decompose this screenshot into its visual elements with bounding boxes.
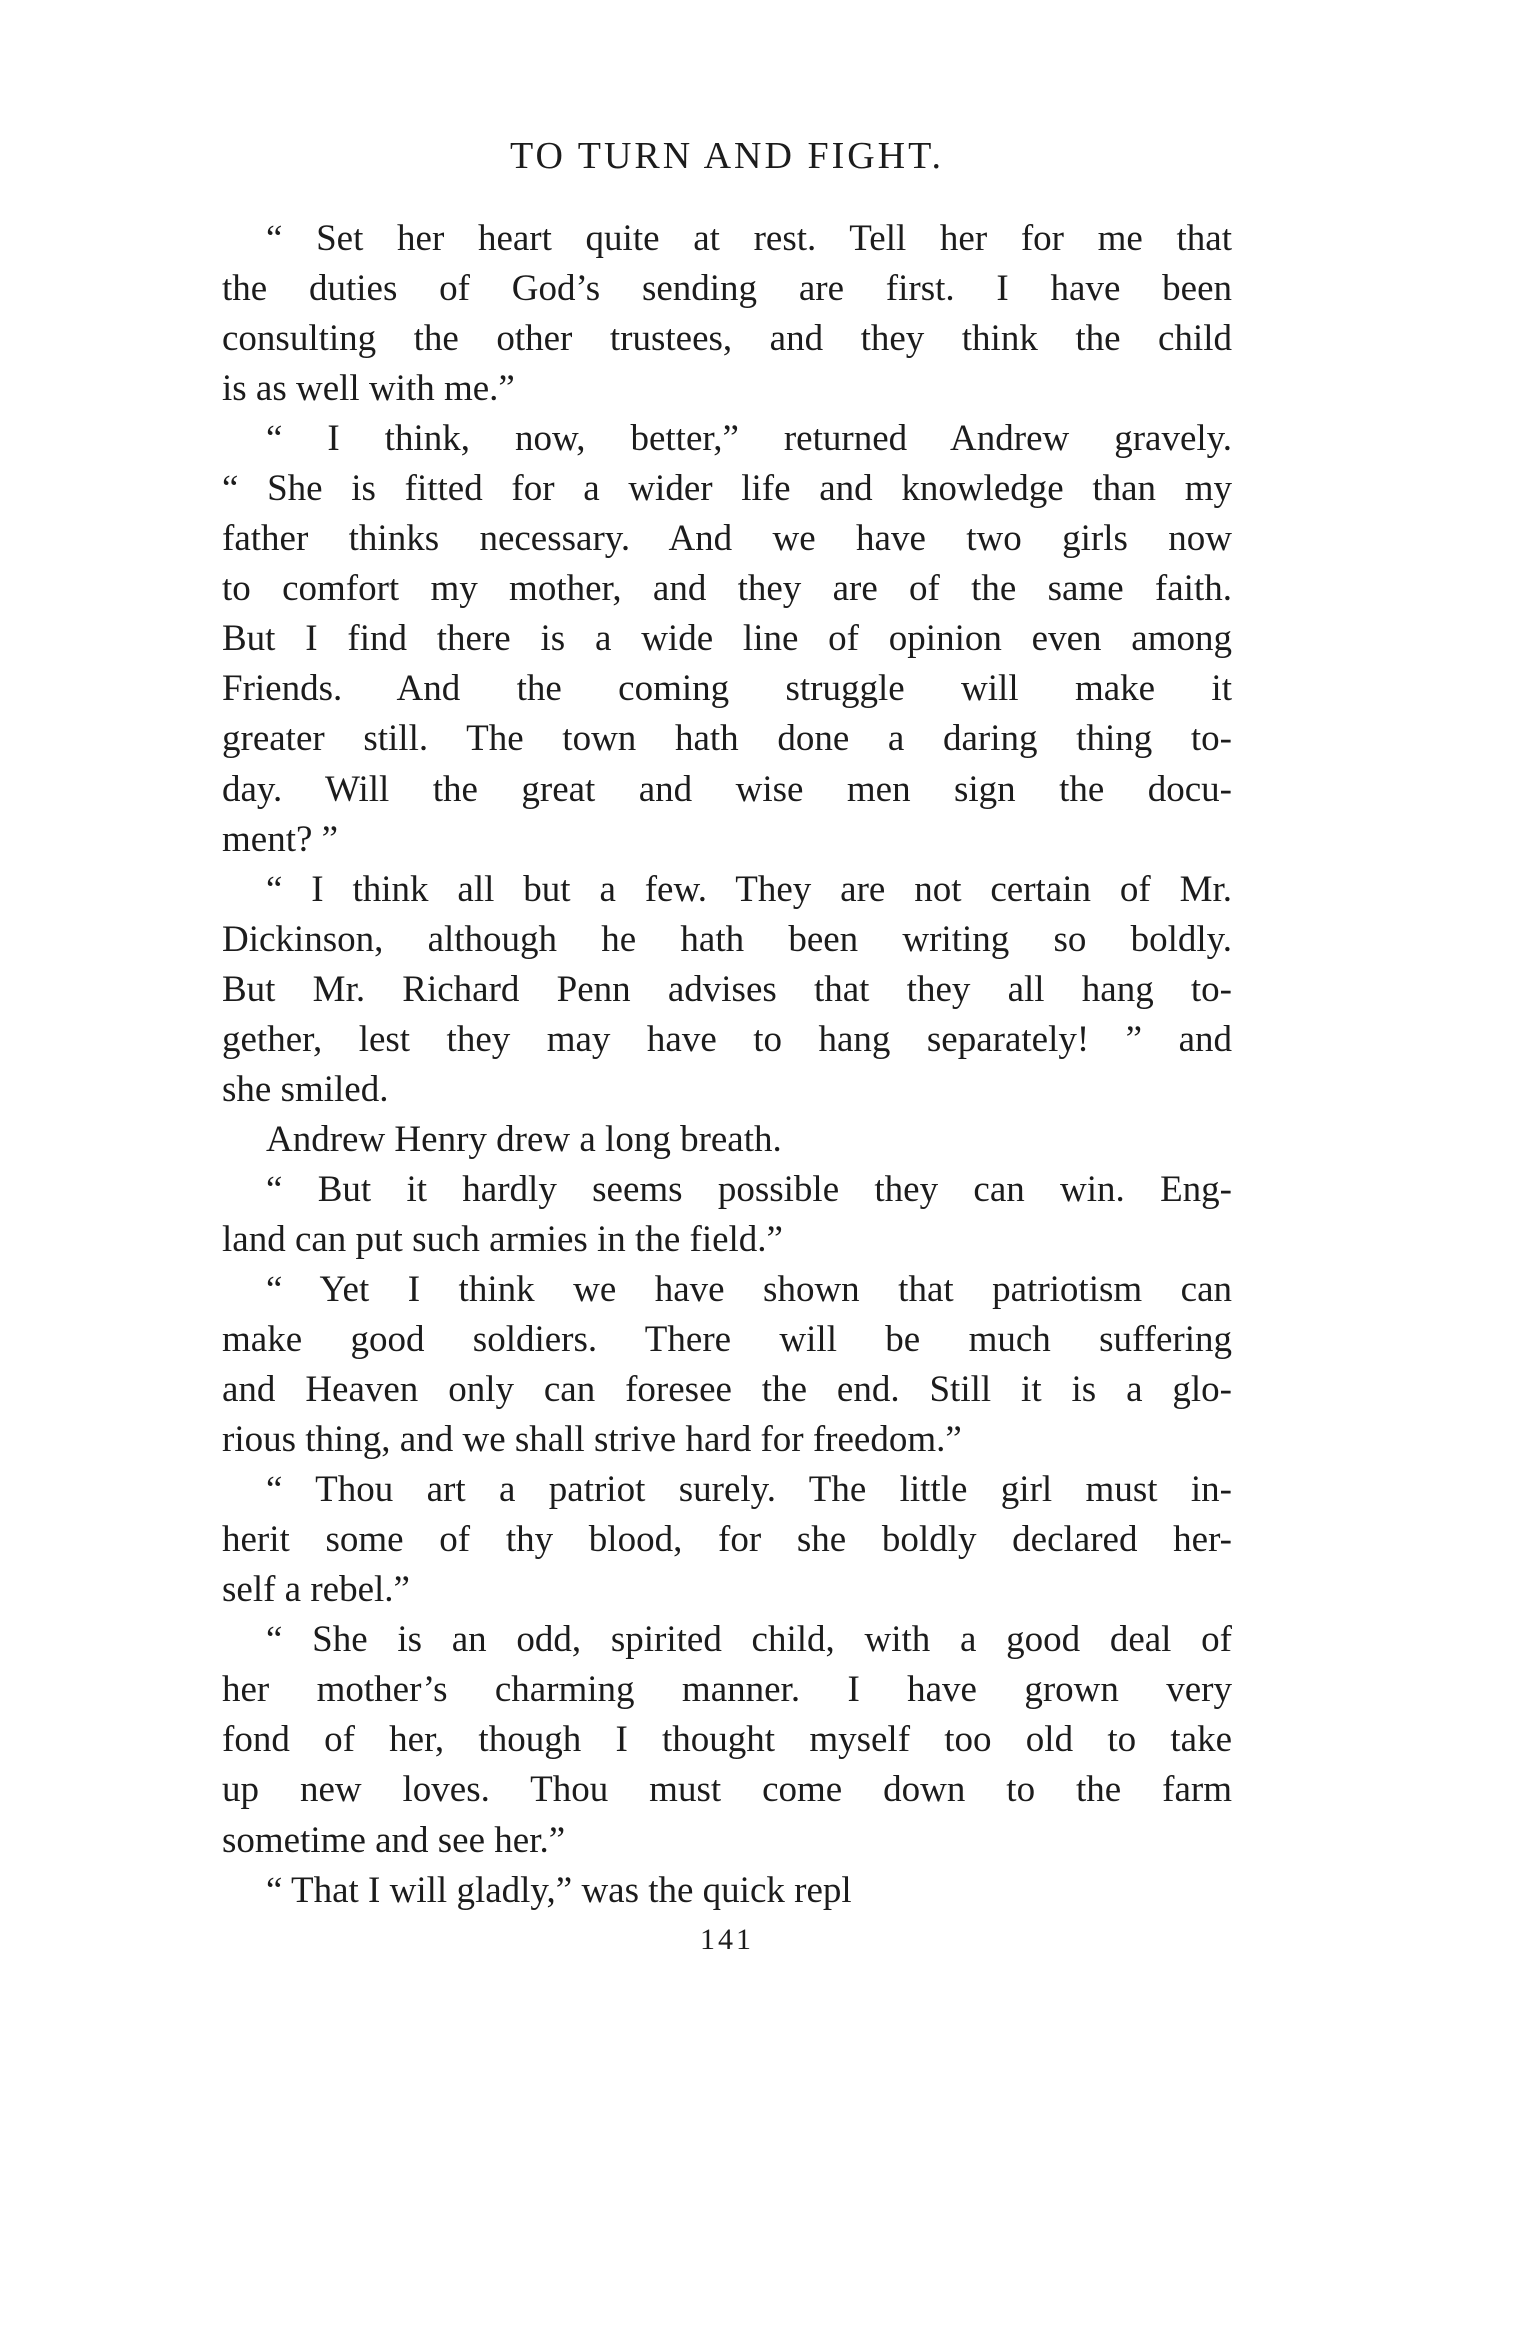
text-line: she smiled.: [222, 1068, 389, 1110]
text-line: her mother’s charming manner. I have grown very: [222, 1669, 1232, 1711]
text-line: Friends. And the coming struggle will make it: [222, 668, 1232, 710]
text-line: Andrew Henry drew a long breath.: [266, 1118, 782, 1160]
text-line: But Mr. Richard Penn advises that they all hang to-: [222, 968, 1232, 1010]
text-line: self a rebel.”: [222, 1569, 410, 1611]
text-line: consulting the other trustees, and they think the child: [222, 318, 1232, 360]
text-line: “ Thou art a patriot surely. The little girl must in-: [266, 1469, 1232, 1511]
text-line: land can put such armies in the field.”: [222, 1218, 783, 1260]
text-line: “ Yet I think we have shown that patriotism can: [266, 1268, 1232, 1310]
body-text: [222, 214, 1232, 1916]
running-head: TO TURN AND FIGHT.: [509, 135, 945, 177]
text-line: greater still. The town hath done a daring thing to-: [222, 718, 1232, 760]
text-line: the duties of God’s sending are first. I have been: [222, 268, 1232, 310]
text-line: “ That I will gladly,” was the quick repl: [266, 1869, 852, 1911]
text-line: “ Set her heart quite at rest. Tell her for me that: [266, 218, 1232, 259]
text-line: herit some of thy blood, for she boldly declared her-: [222, 1519, 1232, 1561]
text-line: “ She is an odd, spirited child, with a good deal of: [266, 1619, 1232, 1661]
text-line: fond of her, though I thought myself too old to take: [222, 1719, 1232, 1761]
text-line: father thinks necessary. And we have two girls now: [222, 518, 1232, 560]
text-line: “ She is fitted for a wider life and knowledge than my: [222, 468, 1232, 510]
page-number: 141: [700, 1923, 754, 1956]
text-line: day. Will the great and wise men sign the docu-: [222, 768, 1232, 810]
text-line: up new loves. Thou must come down to the farm: [222, 1769, 1232, 1811]
text-line: make good soldiers. There will be much suffering: [222, 1319, 1232, 1361]
text-line: and Heaven only can foresee the end. Still it is a glo-: [222, 1369, 1232, 1411]
text-line: rious thing, and we shall strive hard for freedom.”: [222, 1419, 962, 1461]
text-line: “ I think, now, better,” returned Andrew gravely.: [266, 418, 1232, 460]
text-line: “ I think all but a few. They are not certain of Mr.: [266, 868, 1232, 910]
text-line: But I find there is a wide line of opinion even among: [222, 618, 1232, 660]
text-line: is as well with me.”: [222, 368, 515, 410]
text-line: sometime and see her.”: [222, 1819, 566, 1861]
text-line: ment? ”: [222, 818, 339, 860]
text-line: gether, lest they may have to hang separately! ” and: [222, 1018, 1232, 1060]
text-line: to comfort my mother, and they are of the same faith.: [222, 568, 1232, 610]
text-line: “ But it hardly seems possible they can win. Eng-: [266, 1168, 1232, 1210]
text-line: Dickinson, although he hath been writing so boldly.: [222, 918, 1232, 960]
